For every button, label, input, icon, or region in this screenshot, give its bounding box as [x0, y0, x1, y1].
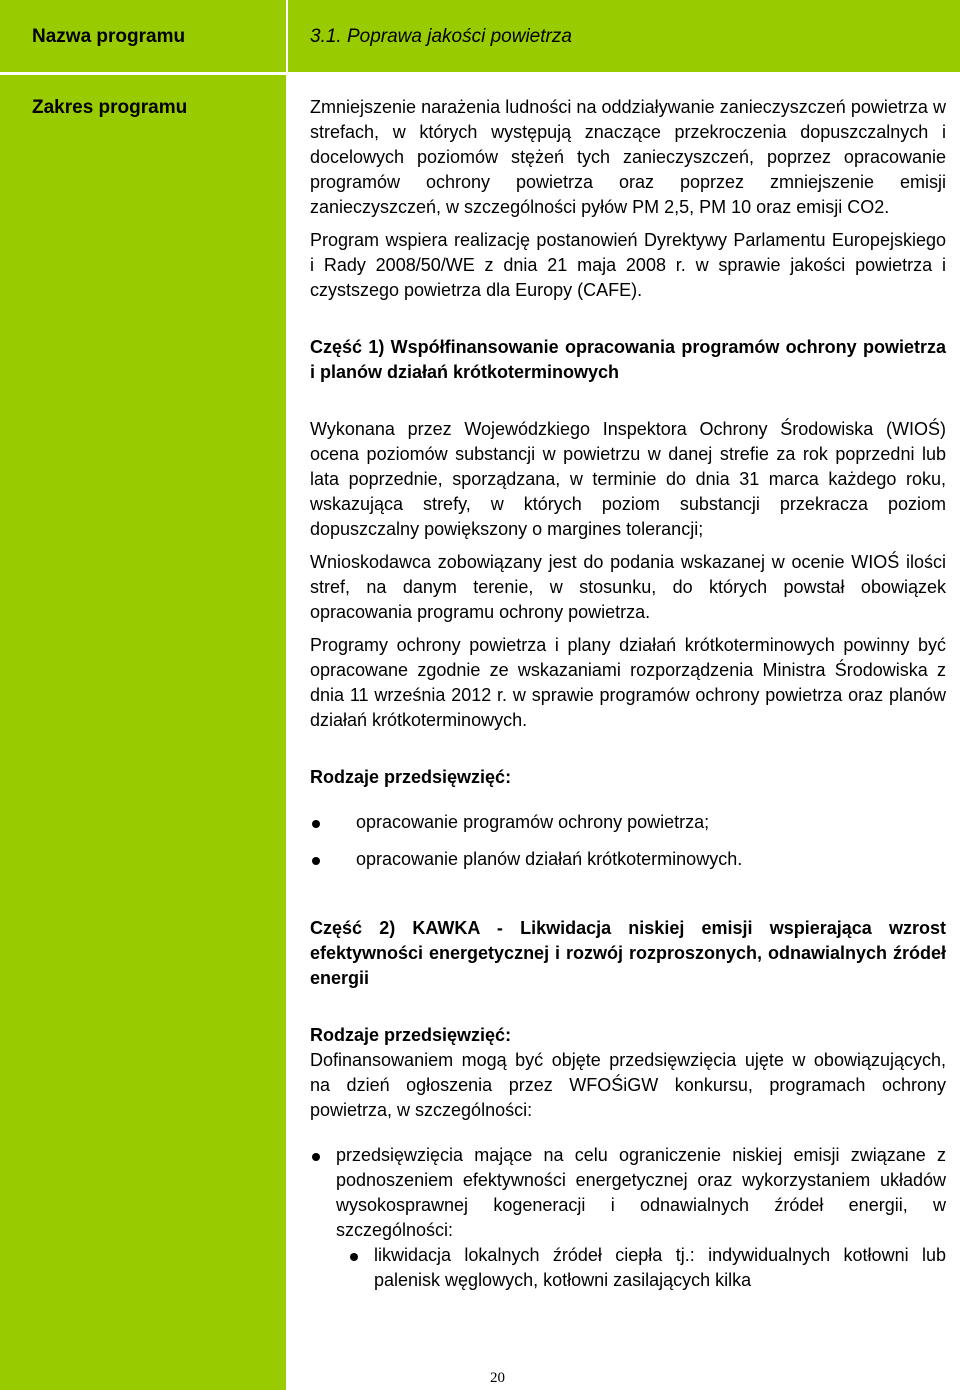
list-item-text: opracowanie planów działań krótkoterminowych.	[356, 849, 743, 869]
part2-items-list	[310, 1143, 946, 1243]
list-item	[348, 1243, 946, 1293]
program-name-value-cell	[288, 0, 960, 72]
part1-types-heading: Rodzaje przedsięwzięć:	[310, 767, 512, 787]
part1-paragraph-3: Programy ochrony powietrza i plany działań krótkoterminowych powinny być opracowane zgodnie ze wskazaniami rozporządzenia Ministra Środowiska z dnia 11 września 2012 r. w sprawie programów ochrony powietrza oraz planów działań krótkoterminowych.	[310, 635, 946, 730]
intro-paragraph-1: Zmniejszenie narażenia ludności na oddziaływanie zanieczyszczeń powietrza w strefach, w których występują znaczące przekroczenia dopuszczalnych i docelowych poziomów stężeń tych zanieczyszczeń, poprzez opracowanie programów ochrony powietrza oraz poprzez zmniejszenie emisji zanieczyszczeń, w szczególności pyłów PM 2,5, PM 10 oraz emisji CO2.	[310, 97, 946, 217]
list-item	[310, 810, 946, 835]
part1-types-list	[310, 810, 946, 872]
part2-paragraph-1: Dofinansowaniem mogą być objęte przedsięwzięcia ujęte w obowiązujących, na dzień ogłoszenia przez WFOŚiGW konkursu, programach ochrony powietrza, w szczególności:	[310, 1050, 946, 1120]
list-item-text: przedsięwzięcia mające na celu ograniczenie niskiej emisji związane z podnoszeniem efektywności energetycznej oraz wykorzystaniem układów wysokosprawnej kogeneracji i odnawialnych źródeł energii, w szczególności:	[336, 1145, 946, 1240]
intro-paragraph-2: Program wspiera realizację postanowień Dyrektywy Parlamentu Europejskiego i Rady 2008/50/WE z dnia 21 maja 2008 r. w sprawie jakości powietrza i czystszego powietrza dla Europy (CAFE).	[310, 230, 946, 300]
program-title: 3.1. Poprawa jakości powietrza	[310, 26, 572, 47]
bullet-icon	[312, 857, 320, 865]
bullet-icon	[350, 1253, 358, 1261]
part1-paragraph-2: Wnioskodawca zobowiązany jest do podania wskazanej w ocenie WIOŚ ilości stref, na danym terenie, w stosunku, do których powstał obowiązek opracowania programu ochrony powietrza.	[310, 552, 946, 622]
part2-types-heading: Rodzaje przedsięwzięć:	[310, 1025, 512, 1045]
part2-heading: Część 2) KAWKA - Likwidacja niskiej emisji wspierająca wzrost efektywności energetycznej i rozwój rozproszonych, odnawialnych źródeł energii	[310, 918, 946, 988]
program-name-row	[0, 0, 960, 72]
program-name-label: Nazwa programu	[32, 26, 186, 47]
list-item-text: likwidacja lokalnych źródeł ciepła tj.: indywidualnych kotłowni lub palenisk węglowych, kotłowni zasilających kilka	[374, 1245, 946, 1290]
bullet-icon	[312, 820, 320, 828]
scope-content	[310, 95, 946, 1293]
bullet-icon	[312, 1153, 320, 1161]
program-scope-row	[0, 75, 960, 1390]
part1-paragraph-1: Wykonana przez Wojewódzkiego Inspektora Ochrony Środowiska (WIOŚ) ocena poziomów substancji w powietrzu w danej strefie za rok poprzedni lub lata poprzednie, sporządzana, w terminie do dnia 31 marca każdego roku, wskazująca strefy, w których poziom substancji przekracza poziom dopuszczalny powiększony o margines tolerancji;	[310, 419, 946, 539]
page-number: 20	[490, 1370, 505, 1386]
program-scope-label-cell	[0, 75, 288, 1390]
program-scope-content-cell	[288, 75, 960, 1390]
list-item-text: opracowanie programów ochrony powietrza;	[356, 812, 710, 832]
program-scope-label: Zakres programu	[32, 97, 188, 118]
part1-heading: Część 1) Współfinansowanie opracowania programów ochrony powietrza i planów działań krótkoterminowych	[310, 337, 946, 382]
list-item	[310, 847, 946, 872]
program-name-label-cell	[0, 0, 288, 72]
part2-subitems-list	[310, 1243, 946, 1293]
list-item	[310, 1143, 946, 1243]
